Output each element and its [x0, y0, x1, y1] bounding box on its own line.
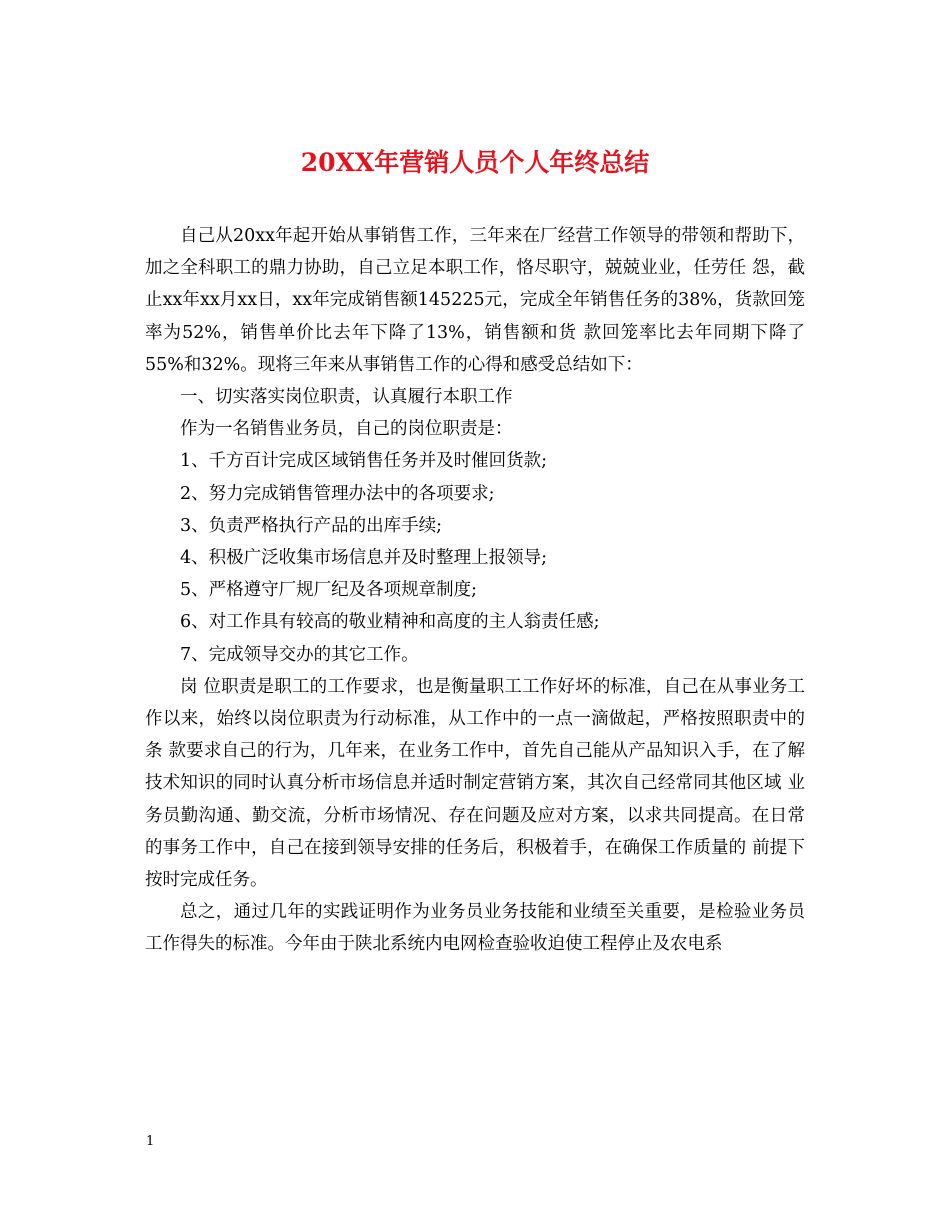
paragraph-summary: 总之，通过几年的实践证明作为业务员业务技能和业绩至关重要，是检验业务员工作得失的标准。今年由于陕北系统内电网检查验收迫使工程停止及农电系: [145, 902, 805, 955]
page-number: 1: [146, 1134, 155, 1149]
paragraph-responsibility: 岗 位职责是职工的工作要求，也是衡量职工工作好坏的标准，自己在从事业务工作以来，始终以岗位职责为行动标准，从工作中的一点一滴做起，严格按照职责中的条 款要求自己的行为，几年来，在业务工作中，首先自己能从产品知识入手，在了解技术知识的同时认真分析市场信息并适时制定营销方案，其次自己经常同其他区域 业务员勤沟通、勤交流，分析市场情况、存在问题及应对方案，以求共同提高。在日常的事务工作中，自己在接到领导安排的任务后，积极着手，在确保工作质量的 前提下按时完成任务。: [145, 676, 805, 891]
list-item: 3、负责严格执行产品的出库手续;: [180, 515, 443, 536]
document-body: [145, 220, 805, 961]
paragraph-duties-intro: 作为一名销售业务员，自己的岗位职责是：: [180, 419, 513, 440]
paragraph-intro: 自己从20xx年起开始从事销售工作，三年来在厂经营工作领导的带领和帮助下，加之全科职工的鼎力协助，自己立足本职工作，恪尽职守，兢兢业业，任劳任 怨，截止xx年xx月xx日，xx年完成销售额145225元，完成全年销售任务的38%，货款回笼率为52%，销售单价比去年下降了13%，销售额和货 款回笼率比去年同期下降了55%和32%。现将三年来从事销售工作的心得和感受总结如下：: [145, 226, 805, 375]
list-item: 1、千方百计完成区域销售任务并及时催回货款;: [180, 451, 548, 472]
list-item: 2、努力完成销售管理办法中的各项要求;: [180, 483, 495, 504]
list-item: 5、严格遵守厂规厂纪及各项规章制度;: [180, 580, 478, 601]
document-title: 20XX年营销人员个人年终总结: [300, 148, 650, 177]
list-item: 6、对工作具有较高的敬业精神和高度的主人翁责任感;: [180, 612, 600, 633]
list-item: 4、积极广泛收集市场信息并及时整理上报领导;: [180, 548, 548, 569]
list-item: 7、完成领导交办的其它工作。: [180, 644, 419, 665]
section-heading: 一、切实落实岗位职责，认真履行本职工作: [180, 387, 513, 408]
